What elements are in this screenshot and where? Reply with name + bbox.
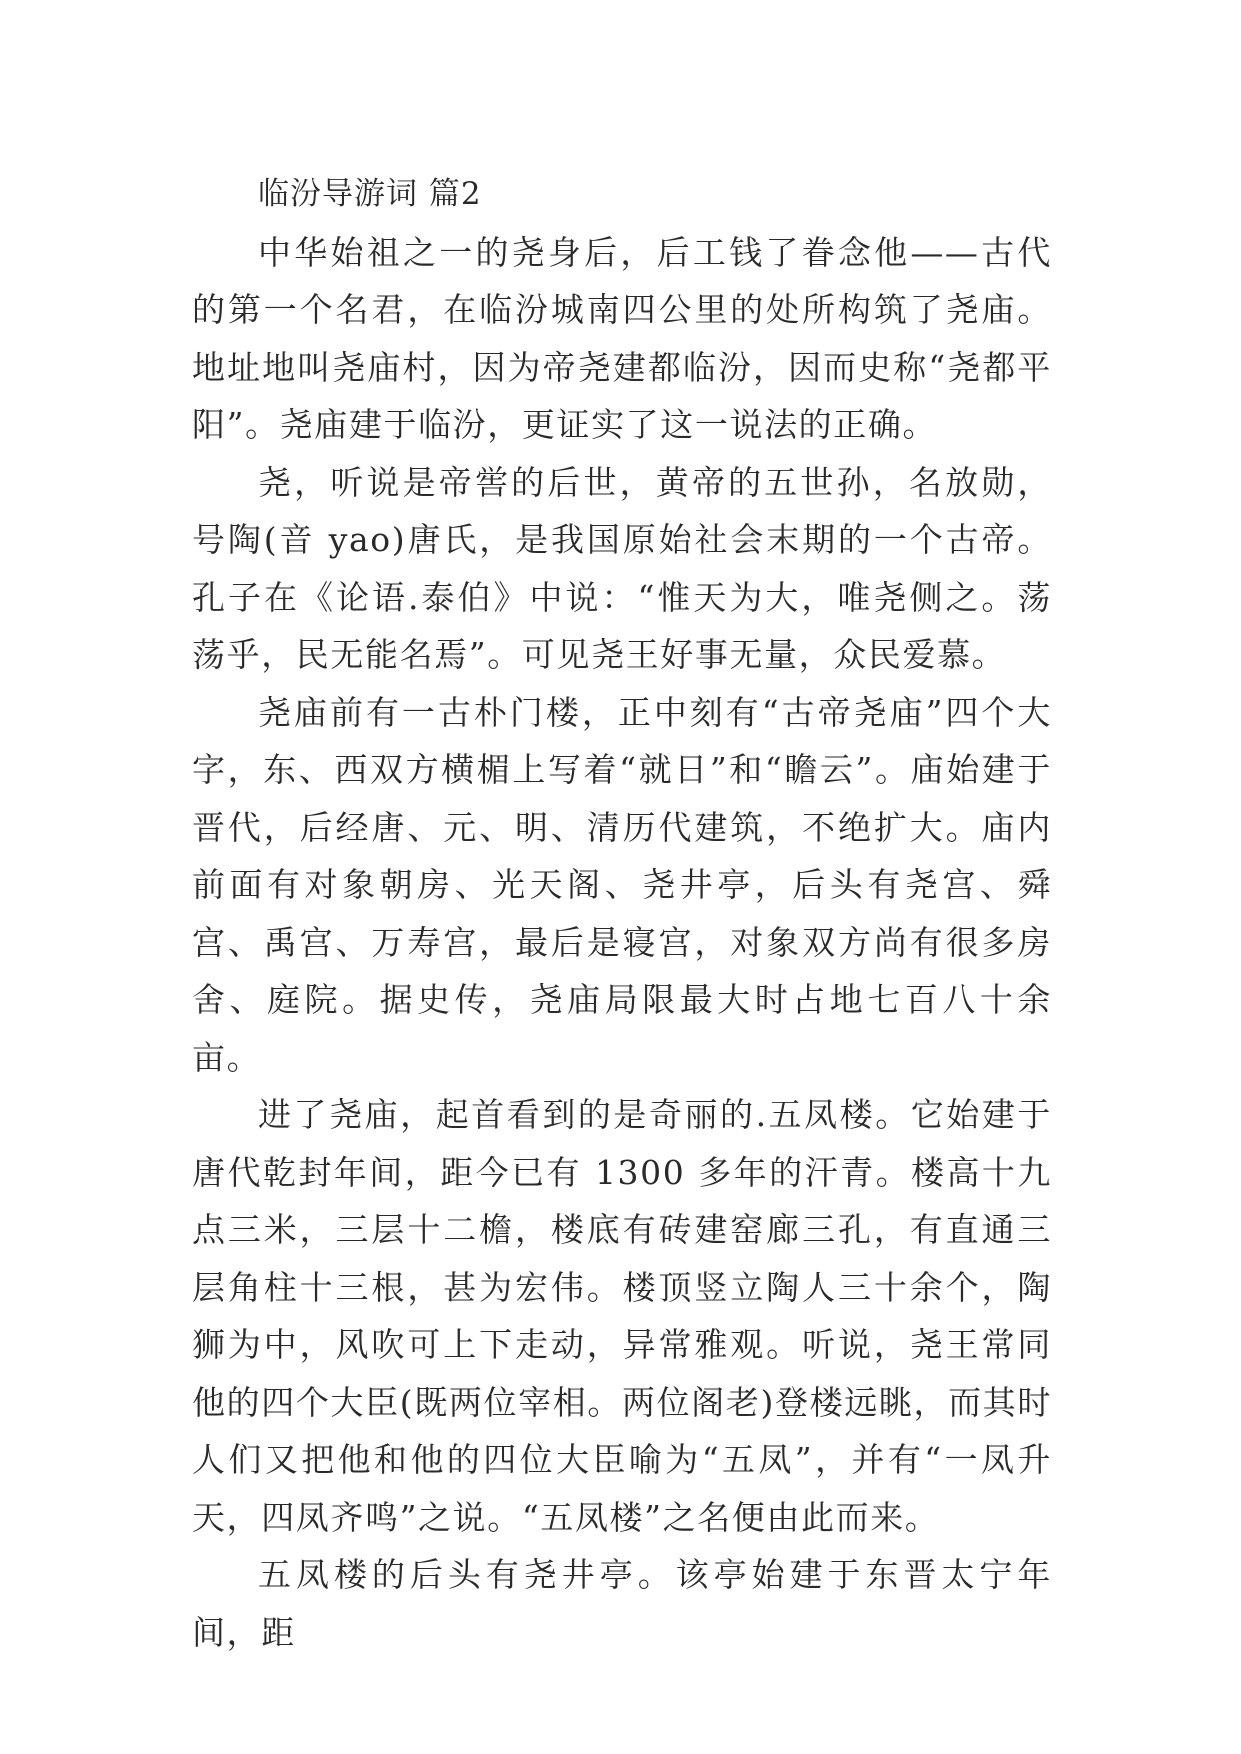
paragraph: 中华始祖之一的尧身后，后工钱了眷念他——古代的第一个名君，在临汾城南四公里的处所构筑了尧庙。地址地叫尧庙村，因为帝尧建都临汾，因而史称“尧都平阳”。尧庙建于临汾，更证实了这一说法的正确。 bbox=[192, 232, 1052, 444]
paragraph: 尧庙前有一古朴门楼，正中刻有“古帝尧庙”四个大字，东、西双方横楣上写着“就日”和“瞻云”。庙始建于晋代，后经唐、元、明、清历代建筑，不绝扩大。庙内前面有对象朝房、光天阁、尧井亭，后头有尧宫、舜宫、禹宫、万寿宫，最后是寝宫，对象双方尚有很多房舍、庭院。据史传，尧庙局限最大时占地七百八十余亩。 bbox=[192, 692, 1052, 1077]
paragraph: 五凤楼的后头有尧井亭。该亭始建于东晋太宁年间，距 bbox=[192, 1555, 1052, 1652]
document-body bbox=[192, 166, 1052, 1661]
document-title: 临汾导游词 篇2 bbox=[258, 176, 482, 212]
paragraph: 尧，听说是帝喾的后世，黄帝的五世孙，名放勋，号陶(音 yao)唐氏，是我国原始社会末期的一个古帝。孔子在《论语.泰伯》中说：“惟天为大，唯尧侧之。荡荡乎，民无能名焉”。可见尧王好事无量，众民爱慕。 bbox=[192, 462, 1052, 674]
paragraph: 进了尧庙，起首看到的是奇丽的.五凤楼。它始建于唐代乾封年间，距今已有 1300 多年的汗青。楼高十九点三米，三层十二檐，楼底有砖建窑廊三孔，有直通三层角柱十三根，甚为宏伟。楼顶竖立陶人三十余个，陶狮为中，风吹可上下走动，异常雅观。听说，尧王常同他的四个大臣(既两位宰相。两位阁老)登楼远眺，而其时人们又把他和他的四位大臣喻为“五凤”，并有“一凤升天，四凤齐鸣”之说。“五凤楼”之名便由此而来。 bbox=[192, 1095, 1052, 1537]
